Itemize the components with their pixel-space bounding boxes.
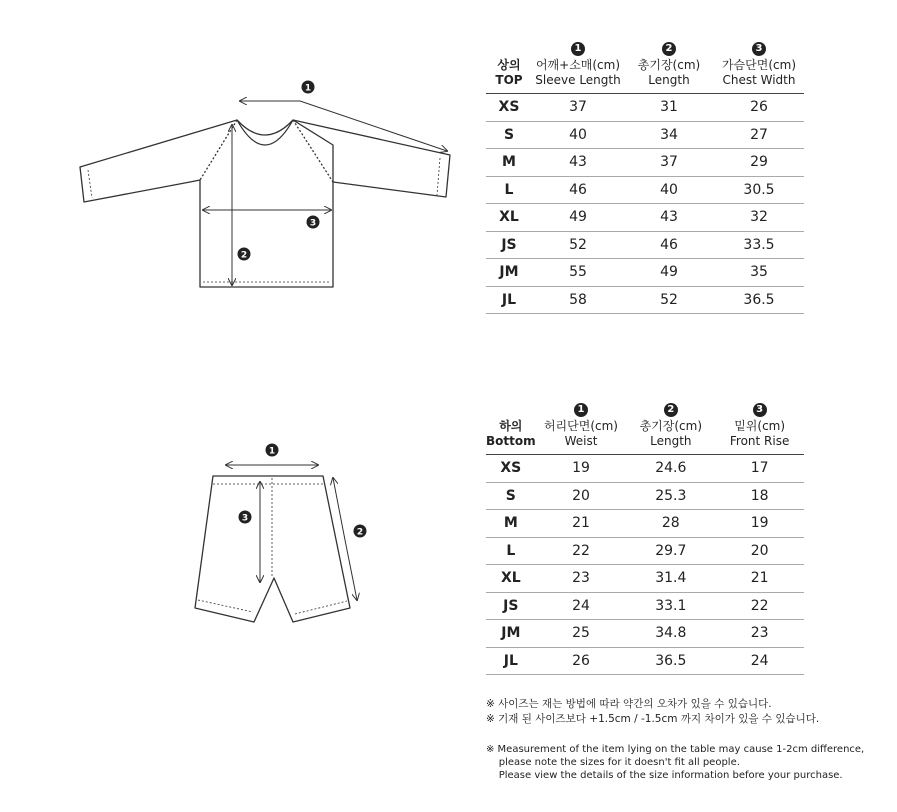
marker-3: 3 xyxy=(241,513,249,524)
value-cell: 18 xyxy=(715,482,804,510)
value-cell: 34.8 xyxy=(626,620,715,648)
column-header: 어깨+소매(cm) Sleeve Length xyxy=(532,58,624,94)
value-cell: 55 xyxy=(532,259,624,287)
marker-2: 2 xyxy=(662,42,676,56)
table-label: 하의 Bottom xyxy=(486,419,536,455)
marker-1: 1 xyxy=(268,446,276,457)
column-header: 총기장(cm) Length xyxy=(626,419,715,455)
table-row xyxy=(486,176,804,204)
size-cell: JL xyxy=(486,647,536,675)
bottom-size-table xyxy=(486,401,804,675)
value-cell: 43 xyxy=(624,204,714,232)
value-cell: 31 xyxy=(624,94,714,122)
size-cell: M xyxy=(486,149,532,177)
size-cell: S xyxy=(486,121,532,149)
table-row xyxy=(486,647,804,675)
value-cell: 46 xyxy=(532,176,624,204)
top-size-table xyxy=(486,40,804,314)
table-row xyxy=(486,204,804,232)
value-cell: 46 xyxy=(624,231,714,259)
table-row xyxy=(486,482,804,510)
marker-2: 2 xyxy=(240,250,248,261)
value-cell: 28 xyxy=(626,510,715,538)
size-cell: JM xyxy=(486,259,532,287)
table-row xyxy=(486,565,804,593)
column-header: 가슴단면(cm) Chest Width xyxy=(714,58,804,94)
column-header: 밑위(cm) Front Rise xyxy=(715,419,804,455)
value-cell: 26 xyxy=(536,647,627,675)
value-cell: 30.5 xyxy=(714,176,804,204)
value-cell: 32 xyxy=(714,204,804,232)
size-cell: XS xyxy=(486,455,536,483)
value-cell: 19 xyxy=(715,510,804,538)
top-garment-illustration xyxy=(70,70,470,300)
value-cell: 17 xyxy=(715,455,804,483)
note-line: ※ 기재 된 사이즈보다 +1.5cm / -1.5cm 까지 차이가 있을 수 있습니다. xyxy=(486,712,820,725)
value-cell: 25 xyxy=(536,620,627,648)
value-cell: 36.5 xyxy=(714,286,804,314)
size-cell: JL xyxy=(486,286,532,314)
value-cell: 58 xyxy=(532,286,624,314)
marker-2: 2 xyxy=(664,403,678,417)
size-cell: M xyxy=(486,510,536,538)
bottom-garment-illustration xyxy=(180,440,380,630)
marker-3: 3 xyxy=(752,42,766,56)
value-cell: 21 xyxy=(536,510,627,538)
value-cell: 37 xyxy=(624,149,714,177)
value-cell: 22 xyxy=(715,592,804,620)
size-cell: JS xyxy=(486,231,532,259)
size-cell: L xyxy=(486,176,532,204)
marker-1: 1 xyxy=(304,83,312,94)
value-cell: 49 xyxy=(624,259,714,287)
value-cell: 34 xyxy=(624,121,714,149)
size-cell: XL xyxy=(486,204,532,232)
value-cell: 33.5 xyxy=(714,231,804,259)
marker-2: 2 xyxy=(356,527,364,538)
value-cell: 20 xyxy=(715,537,804,565)
value-cell: 37 xyxy=(532,94,624,122)
value-cell: 31.4 xyxy=(626,565,715,593)
note-line: ※ 사이즈는 재는 방법에 따라 약간의 오차가 있을 수 있습니다. xyxy=(486,698,772,710)
value-cell: 36.5 xyxy=(626,647,715,675)
value-cell: 29 xyxy=(714,149,804,177)
value-cell: 19 xyxy=(536,455,627,483)
note-line: Please view the details of the size information before your purchase. xyxy=(486,770,843,781)
note-line: ※ Measurement of the item lying on the table may cause 1-2cm difference, xyxy=(486,744,865,755)
table-row xyxy=(486,121,804,149)
value-cell: 49 xyxy=(532,204,624,232)
size-cell: JM xyxy=(486,620,536,648)
value-cell: 35 xyxy=(714,259,804,287)
size-cell: JS xyxy=(486,592,536,620)
value-cell: 43 xyxy=(532,149,624,177)
value-cell: 29.7 xyxy=(626,537,715,565)
table-row xyxy=(486,231,804,259)
table-row xyxy=(486,620,804,648)
value-cell: 23 xyxy=(715,620,804,648)
value-cell: 20 xyxy=(536,482,627,510)
table-row xyxy=(486,455,804,483)
column-header: 총기장(cm) Length xyxy=(624,58,714,94)
value-cell: 52 xyxy=(624,286,714,314)
marker-1: 1 xyxy=(574,403,588,417)
value-cell: 40 xyxy=(532,121,624,149)
notes-korean xyxy=(486,697,819,726)
value-cell: 52 xyxy=(532,231,624,259)
value-cell: 24 xyxy=(536,592,627,620)
table-row xyxy=(486,149,804,177)
value-cell: 23 xyxy=(536,565,627,593)
note-line: please note the sizes for it doesn't fit all people. xyxy=(486,757,740,768)
table-row xyxy=(486,592,804,620)
table-row xyxy=(486,510,804,538)
size-cell: XS xyxy=(486,94,532,122)
value-cell: 26 xyxy=(714,94,804,122)
value-cell: 24.6 xyxy=(626,455,715,483)
value-cell: 24 xyxy=(715,647,804,675)
value-cell: 33.1 xyxy=(626,592,715,620)
notes-english xyxy=(486,743,864,782)
value-cell: 22 xyxy=(536,537,627,565)
size-cell: S xyxy=(486,482,536,510)
table-row xyxy=(486,259,804,287)
size-cell: L xyxy=(486,537,536,565)
value-cell: 25.3 xyxy=(626,482,715,510)
table-row xyxy=(486,94,804,122)
value-cell: 21 xyxy=(715,565,804,593)
marker-3: 3 xyxy=(309,218,317,229)
value-cell: 40 xyxy=(624,176,714,204)
column-header: 허리단면(cm) Weist xyxy=(536,419,627,455)
table-row xyxy=(486,286,804,314)
marker-1: 1 xyxy=(571,42,585,56)
table-row xyxy=(486,537,804,565)
value-cell: 27 xyxy=(714,121,804,149)
marker-3: 3 xyxy=(753,403,767,417)
size-cell: XL xyxy=(486,565,536,593)
table-label: 상의 TOP xyxy=(486,58,532,94)
